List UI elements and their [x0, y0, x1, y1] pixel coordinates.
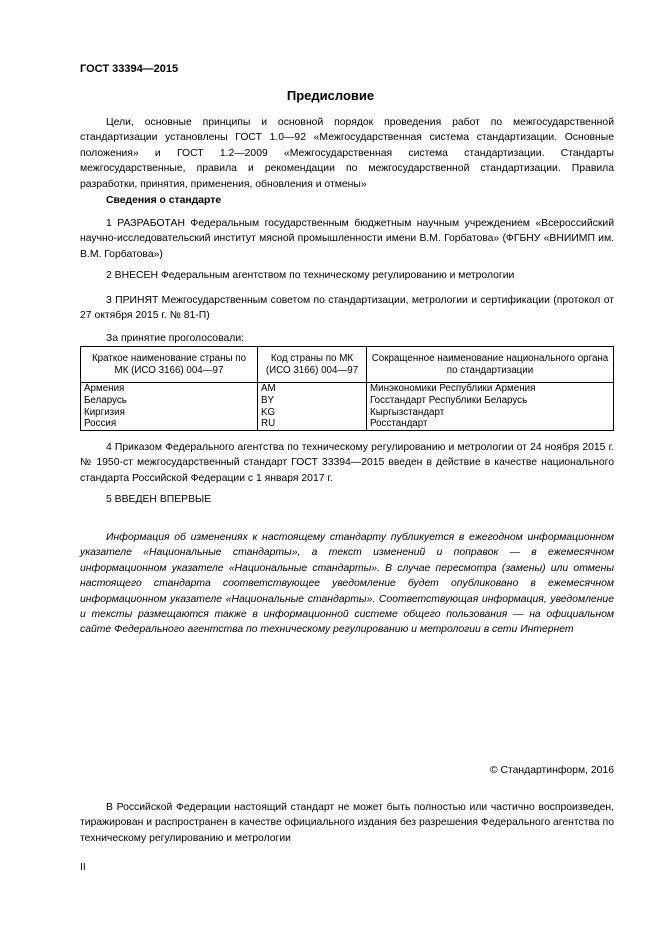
table-cell-code: AM [258, 383, 367, 395]
table-cell-country: Киргизия [81, 407, 258, 419]
table-cell-country: Армения [81, 383, 258, 395]
item-developed: 1 РАЗРАБОТАН Федеральным государственным бюджетным научным учреждением «Всероссийский научно-исследовательский институт мясной промышленности имени В.М. Горбатова» (ФГБНУ «ВНИИМП им. В.М. Горбатова») [80, 218, 614, 260]
item-adopted: 3 ПРИНЯТ Межгосударственным советом по стандартизации, метрологии и сертификации (протокол от 27 октября 2015 г. № 81-П) [80, 295, 614, 322]
item-introduced: 2 ВНЕСЕН Федеральным агентством по техническому регулированию и метрологии [106, 270, 515, 281]
standard-code: ГОСТ 33394—2015 [80, 63, 179, 75]
table-cell-body: Минэкономики Республики Армения [367, 383, 614, 395]
section-heading: Сведения о стандарте [106, 195, 222, 206]
copyright: © Стандартинформ, 2016 [489, 765, 614, 776]
table-cell-country: Россия [81, 418, 258, 430]
table-cell-code: BY [258, 395, 367, 407]
legal-notice: В Российской Федерации настоящий стандарт не может быть полностью или частично воспроизведен, тиражирован и распространен в качестве официального издания без разрешения Федерального агентства по техническому регулированию и метрологии [80, 802, 614, 844]
voting-table [80, 346, 614, 431]
table-header-body: Сокращенное наименование национального органа по стандартизации [367, 347, 614, 383]
vote-label: За принятие проголосовали: [106, 333, 245, 344]
page-number: II [80, 862, 86, 873]
table-header-country: Краткое наименование страны по МК (ИСО 3166) 004—97 [81, 347, 258, 383]
table-row [81, 418, 614, 430]
item-enacted: 4 Приказом Федерального агентства по техническому регулированию и метрологии от 24 ноября 2015 г. № 1950-ст межгосударственный стандарт ГОСТ 33394—2015 введен в действие в качестве национального стандарта Российской Федерации с 1 января 2017 г. [80, 442, 614, 484]
table-header-code: Код страны по МК (ИСО 3166) 004—97 [258, 347, 367, 383]
table-cell-code: RU [258, 418, 367, 430]
page-title: Предисловие [286, 88, 375, 103]
table-row [81, 395, 614, 407]
table-cell-code: KG [258, 407, 367, 419]
intro-paragraph: Цели, основные принципы и основной порядок проведения работ по межгосударственной стандартизации установлены ГОСТ 1.0—92 «Межгосударственная система стандартизации. Основные положения» и ГОСТ 1.2—2009 «Межгосударственная система стандартизации. Стандарты межгосударственные, правила и рекомендации по межгосударственной стандартизации. Правила разработки, принятия, применения, обновления и отмены» [80, 117, 614, 190]
table-cell-country: Беларусь [81, 395, 258, 407]
table-cell-body: Росстандарт [367, 418, 614, 430]
info-notice: Информация об изменениях к настоящему стандарту публикуется в ежегодном информационном указателе «Национальные стандарты», а текст изменений и поправок — в ежемесячном информационном указателе «Национальные стандарты». В случае пересмотра (замены) или отмены настоящего стандарта соответствующее уведомление будет опубликовано в ежемесячном информационном указателе «Национальные стандарты». Соответствующая информация, уведомление и тексты размещаются также в информационной системе общего пользования — на официальном сайте Федерального агентства по техническому регулированию и метрологии в сети Интернет [80, 532, 614, 636]
table-row [81, 383, 614, 395]
table-cell-body: Госстандарт Республики Беларусь [367, 395, 614, 407]
table-cell-body: Кыргызстандарт [367, 407, 614, 419]
table-row [81, 407, 614, 419]
item-first-introduced: 5 ВВЕДЕН ВПЕРВЫЕ [106, 494, 212, 505]
